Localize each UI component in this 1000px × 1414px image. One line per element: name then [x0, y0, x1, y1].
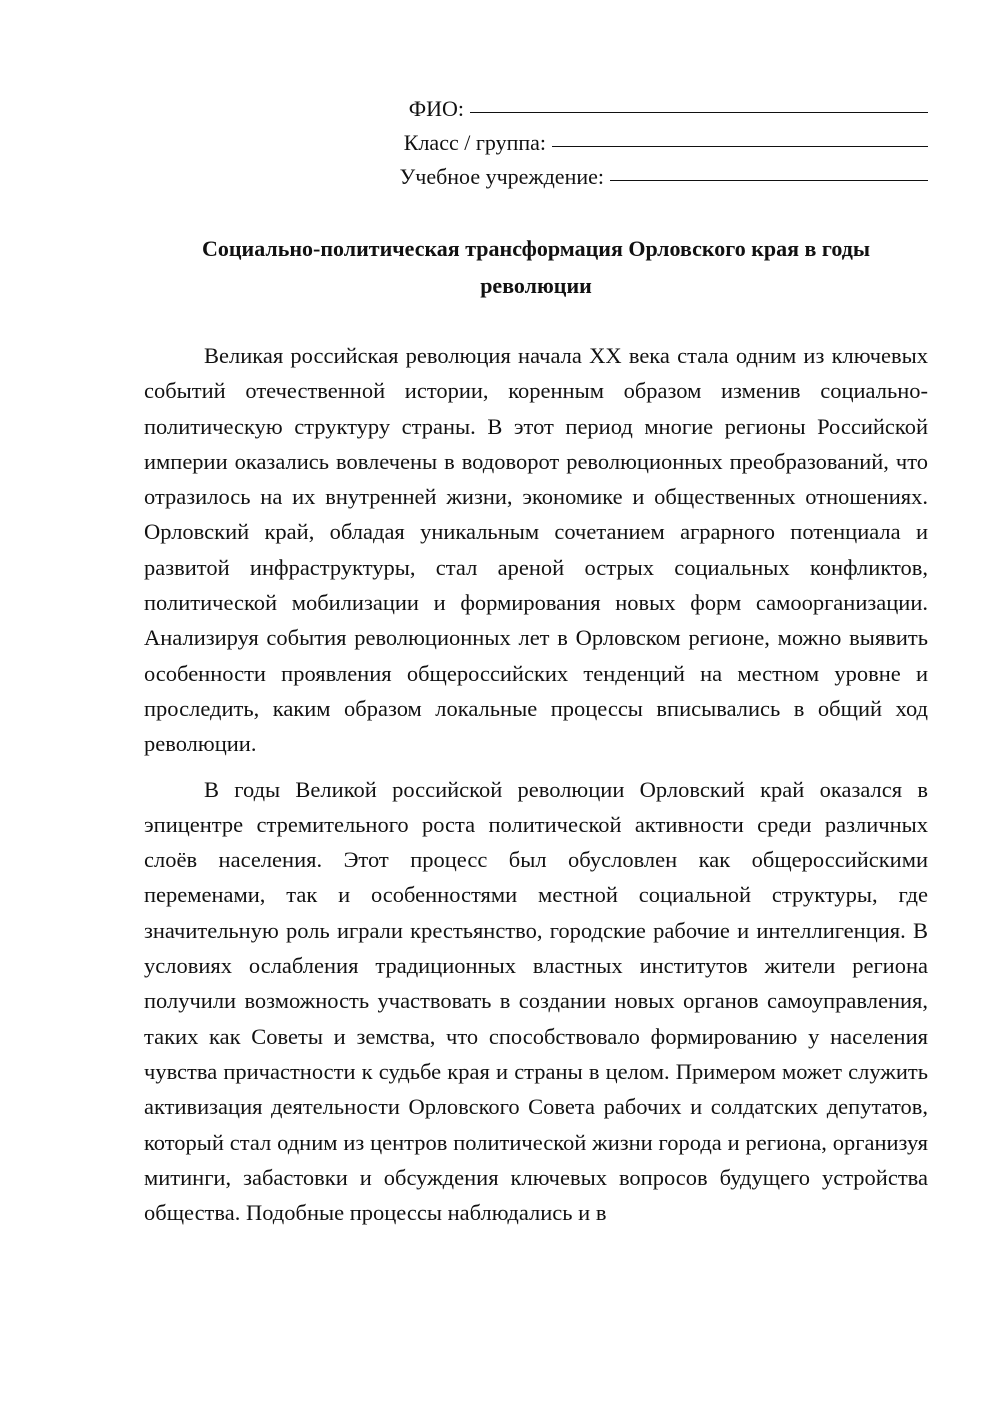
- school-label: Учебное учреждение:: [399, 164, 604, 189]
- fio-field: [144, 92, 928, 126]
- class-field: [144, 126, 928, 160]
- document-title: [144, 230, 928, 304]
- document-title-line1: Социально-политическая трансформация Орловского края в годы: [201, 236, 871, 261]
- student-info-fields: [144, 92, 928, 194]
- class-label: Класс / группа:: [403, 130, 546, 155]
- fio-label: ФИО:: [408, 96, 464, 121]
- class-blank-line[interactable]: [552, 124, 928, 147]
- document-page: [144, 92, 928, 1230]
- paragraph-2: В годы Великой российской революции Орловский край оказался в эпицентре стремительного роста политической активности среди различных слоёв населения. Этот процесс был обусловлен как общероссийскими переменами, так и особенностями местной социальной структуры, где значительную роль играли крестьянство, городские рабочие и интеллигенция. В условиях ослабления традиционных властных институтов жители региона получили возможность участвовать в создании новых органов самоуправления, таких как Советы и земства, что способствовало формированию у населения чувства причастности к судьбе края и страны в целом. Примером может служить активизация деятельности Орловского Совета рабочих и солдатских депутатов, который стал одним из центров политической жизни города и региона, организуя митинги, забастовки и обсуждения ключевых вопросов будущего устройства общества. Подобные процессы наблюдались и в: [144, 776, 928, 1226]
- school-blank-line[interactable]: [610, 158, 928, 181]
- fio-blank-line[interactable]: [470, 90, 928, 113]
- paragraph-1: Великая российская революция начала XX века стала одним из ключевых событий отечественной истории, коренным образом изменив социально-политическую структуру страны. В этот период многие регионы Российской империи оказались вовлечены в водоворот революционных преобразований, что отразилось на их внутренней жизни, экономике и общественных отношениях. Орловский край, обладая уникальным сочетанием аграрного потенциала и развитой инфраструктуры, стал ареной острых социальных конфликтов, политической мобилизации и формирования новых форм самоорганизации. Анализируя события революционных лет в Орловском регионе, можно выявить особенности проявления общероссийских тенденций на местном уровне и проследить, каким образом локальные процессы вписывались в общий ход революции.: [144, 343, 928, 757]
- school-field: [144, 160, 928, 194]
- document-title-line2: революции: [480, 273, 592, 298]
